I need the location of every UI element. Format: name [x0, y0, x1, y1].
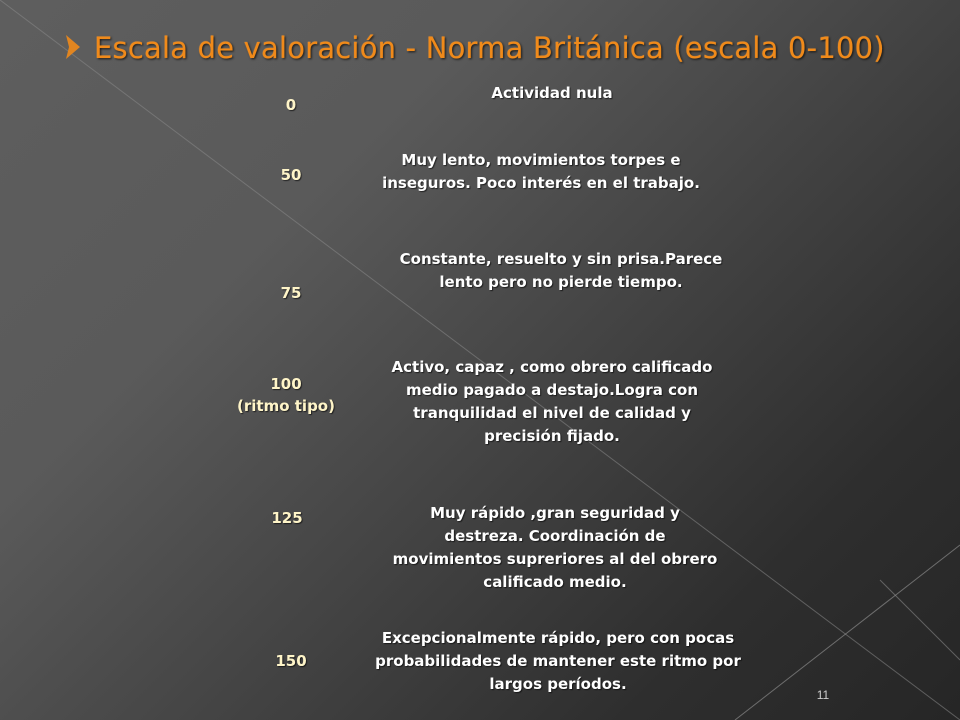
rating-value-number: 75	[280, 284, 302, 302]
corner-line-left	[735, 545, 960, 720]
rating-description: Muy lento, movimientos torpes e inseguros. Poco interés en el trabajo.	[382, 151, 700, 192]
rating-value-number: 0	[285, 96, 297, 114]
rating-value-number: 50	[280, 166, 302, 184]
rating-description: Muy rápido ,gran seguridad y destreza. Coordinación de movimientos suprerіores al del obrero calificado medio.	[392, 504, 718, 591]
rating-value	[226, 166, 356, 185]
rating-description: Constante, resuelto y sin prisa.Parece lento pero no pierde tiempo.	[399, 250, 723, 291]
slide-title: Escala de valoración - Norma Británica (escala 0-100)	[94, 31, 885, 65]
rating-description: Activo, capaz , como obrero calificado medio pagado a destajo.Logra con tranquilidad el nivel de calidad y precisión fijado.	[391, 358, 713, 445]
rating-value	[226, 96, 356, 115]
rating-value	[226, 284, 356, 303]
rating-value-number: 150	[275, 652, 307, 670]
rating-value	[221, 375, 351, 416]
rating-value	[226, 652, 356, 671]
rating-description: Actividad nula	[491, 84, 613, 102]
page-number: 11	[816, 688, 830, 702]
corner-line-right	[880, 580, 960, 660]
chevron-right-icon	[63, 33, 83, 61]
rating-value-subtitle: (ritmo tipo)	[237, 397, 335, 415]
rating-description: Excepcionalmente rápido, pero con pocas probabilidades de mantener este ritmo por largos períodos.	[375, 629, 741, 693]
rating-value	[222, 509, 352, 528]
rating-value-number: 100	[270, 375, 302, 393]
rating-value-number: 125	[271, 509, 303, 527]
